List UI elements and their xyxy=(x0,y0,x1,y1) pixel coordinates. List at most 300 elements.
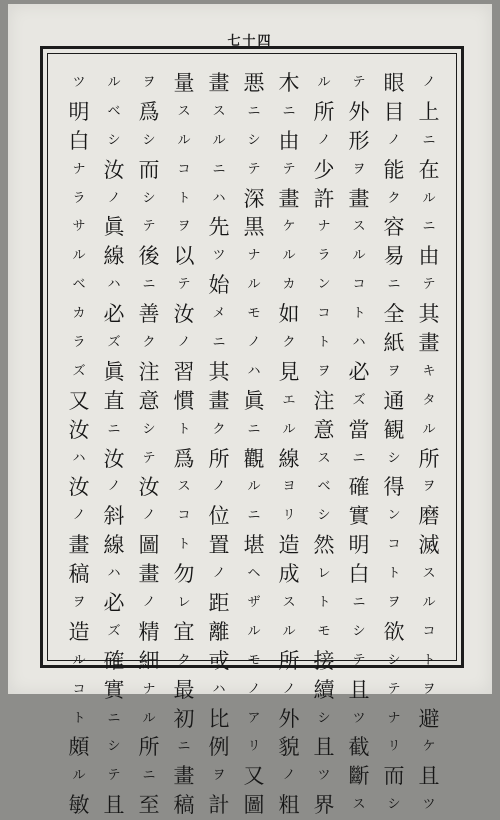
glyph: 且 xyxy=(348,677,370,702)
glyph: 又 xyxy=(243,764,265,789)
glyph: ケ xyxy=(282,219,296,235)
glyph: 汝 xyxy=(68,417,90,442)
glyph: ヲ xyxy=(422,681,436,697)
glyph: ト xyxy=(177,190,191,206)
glyph: ノ xyxy=(282,768,296,784)
glyph: コ xyxy=(177,161,191,177)
glyph: ヲ xyxy=(212,768,226,784)
text-column xyxy=(240,69,268,818)
glyph: ベ xyxy=(107,103,121,119)
glyph: 目 xyxy=(383,99,405,124)
glyph: 初 xyxy=(173,706,195,731)
glyph: 外 xyxy=(348,99,370,124)
glyph: コ xyxy=(317,306,331,322)
glyph: ン xyxy=(317,277,331,293)
glyph: 悪 xyxy=(243,71,265,95)
glyph: 而 xyxy=(383,764,405,789)
glyph: シ xyxy=(387,797,401,813)
glyph: ヲ xyxy=(352,161,366,177)
glyph: ル xyxy=(282,421,296,437)
glyph: ヲ xyxy=(387,363,401,379)
glyph: ス xyxy=(177,479,191,495)
glyph: ル xyxy=(282,623,296,639)
glyph: 其 xyxy=(208,359,230,384)
glyph: 成 xyxy=(278,562,300,587)
glyph: ノ xyxy=(317,132,331,148)
glyph: タ xyxy=(422,392,436,408)
glyph: 眞 xyxy=(243,388,265,413)
glyph: カ xyxy=(72,306,86,322)
glyph: 避 xyxy=(418,706,440,731)
glyph: ズ xyxy=(107,335,121,351)
glyph: ハ xyxy=(212,190,226,206)
glyph: 最 xyxy=(173,677,195,702)
book-page xyxy=(8,4,492,818)
glyph: ヲ xyxy=(142,75,156,90)
glyph: 所 xyxy=(278,648,300,673)
glyph: ナ xyxy=(317,219,331,235)
glyph: 畫 xyxy=(173,764,195,789)
glyph: 稿 xyxy=(173,793,195,818)
glyph: 線 xyxy=(278,446,300,471)
glyph: 勿 xyxy=(173,562,195,587)
glyph: 見 xyxy=(278,359,300,384)
glyph: シ xyxy=(142,132,156,148)
glyph: ト xyxy=(72,710,86,726)
glyph: ニ xyxy=(247,508,261,524)
glyph: ナ xyxy=(72,161,86,177)
glyph: 得 xyxy=(383,475,405,500)
glyph: ス xyxy=(282,595,296,611)
glyph: ニ xyxy=(282,103,296,119)
glyph: 在 xyxy=(418,157,440,182)
glyph: ニ xyxy=(212,335,226,351)
glyph: シ xyxy=(317,710,331,726)
text-column xyxy=(345,69,373,813)
glyph: ス xyxy=(352,797,366,813)
glyph: 畫 xyxy=(208,388,230,413)
glyph: ズ xyxy=(107,623,121,639)
glyph: 貌 xyxy=(278,735,300,760)
glyph: 粗 xyxy=(278,793,300,818)
glyph: ニ xyxy=(142,768,156,784)
glyph: 觀 xyxy=(243,446,265,471)
glyph: ナ xyxy=(387,710,401,726)
text-column xyxy=(135,69,163,818)
glyph: カ xyxy=(282,277,296,293)
text-column xyxy=(310,69,338,818)
glyph: ノ xyxy=(107,190,121,206)
glyph: 始 xyxy=(208,273,230,298)
glyph: 許 xyxy=(313,186,335,211)
glyph: 白 xyxy=(68,128,90,153)
glyph: ル xyxy=(247,623,261,639)
glyph: ク xyxy=(142,335,156,351)
glyph: 頗 xyxy=(68,735,90,760)
glyph: ハ xyxy=(107,277,121,293)
glyph: 精 xyxy=(138,619,160,644)
glyph: 圖 xyxy=(243,793,265,818)
glyph: 汝 xyxy=(173,302,195,327)
glyph: ベ xyxy=(317,479,331,495)
glyph: シ xyxy=(142,421,156,437)
glyph: ツ xyxy=(212,248,226,264)
glyph: 容 xyxy=(383,215,405,240)
glyph: 堪 xyxy=(243,533,265,558)
glyph: リ xyxy=(247,739,261,755)
glyph: ス xyxy=(212,103,226,119)
glyph: ル xyxy=(317,75,331,90)
glyph: ル xyxy=(282,248,296,264)
glyph: 圖 xyxy=(138,533,160,558)
glyph: 汝 xyxy=(138,475,160,500)
glyph: ノ xyxy=(247,335,261,351)
glyph: 又 xyxy=(68,388,90,413)
glyph: 慣 xyxy=(173,388,195,413)
glyph: 所 xyxy=(138,735,160,760)
glyph: 比 xyxy=(208,706,230,731)
glyph: ヲ xyxy=(422,479,436,495)
glyph: 由 xyxy=(418,244,440,269)
glyph: ハ xyxy=(352,335,366,351)
glyph: エ xyxy=(282,392,296,408)
glyph: メ xyxy=(212,306,226,322)
glyph: ハ xyxy=(107,566,121,582)
glyph: 黒 xyxy=(243,215,265,240)
glyph: ル xyxy=(72,652,86,668)
glyph: 以 xyxy=(173,244,195,269)
glyph: 所 xyxy=(313,99,335,124)
glyph: 善 xyxy=(138,302,160,327)
glyph: 由 xyxy=(278,128,300,153)
glyph: 通 xyxy=(383,388,405,413)
glyph: 而 xyxy=(138,157,160,182)
glyph: 少 xyxy=(313,157,335,182)
glyph: テ xyxy=(282,161,296,177)
glyph: コ xyxy=(72,681,86,697)
glyph: ノ xyxy=(422,75,436,90)
glyph: ニ xyxy=(177,739,191,755)
glyph: 能 xyxy=(383,157,405,182)
glyph: ヘ xyxy=(247,566,261,582)
glyph: リ xyxy=(282,508,296,524)
glyph: 全 xyxy=(383,302,405,327)
glyph: 直 xyxy=(103,388,125,413)
glyph: 観 xyxy=(383,417,405,442)
glyph: 造 xyxy=(68,619,90,644)
glyph: 爲 xyxy=(173,446,195,471)
glyph: 爲 xyxy=(138,99,160,124)
glyph: コ xyxy=(422,623,436,639)
glyph: 深 xyxy=(243,186,265,211)
glyph: 眞 xyxy=(103,215,125,240)
glyph: ル xyxy=(142,710,156,726)
glyph: 必 xyxy=(103,302,125,327)
glyph: 其 xyxy=(418,302,440,327)
glyph: 確 xyxy=(103,648,125,673)
glyph: ト xyxy=(387,566,401,582)
glyph: ト xyxy=(317,595,331,611)
glyph: ノ xyxy=(72,508,86,524)
glyph: ノ xyxy=(387,132,401,148)
glyph: 宜 xyxy=(173,619,195,644)
glyph: ヲ xyxy=(387,595,401,611)
glyph: ハ xyxy=(247,363,261,379)
glyph: 敏 xyxy=(68,793,90,818)
glyph: 畫 xyxy=(138,562,160,587)
glyph: ス xyxy=(422,566,436,582)
text-column xyxy=(170,69,198,818)
glyph: ノ xyxy=(247,681,261,697)
glyph: 且 xyxy=(103,793,125,818)
text-column xyxy=(275,69,303,818)
glyph: ベ xyxy=(72,277,86,293)
glyph: シ xyxy=(107,132,121,148)
glyph: ツ xyxy=(317,768,331,784)
glyph: 界 xyxy=(313,793,335,818)
glyph: 明 xyxy=(68,99,90,124)
glyph: ル xyxy=(422,421,436,437)
glyph: 注 xyxy=(313,388,335,413)
glyph: ズ xyxy=(352,392,366,408)
glyph: ハ xyxy=(72,450,86,466)
glyph: ニ xyxy=(352,595,366,611)
glyph: テ xyxy=(142,450,156,466)
glyph: シ xyxy=(317,508,331,524)
glyph: ケ xyxy=(422,739,436,755)
glyph: 白 xyxy=(348,562,370,587)
glyph: ヨ xyxy=(282,479,296,495)
glyph: 木 xyxy=(278,71,300,95)
glyph: テ xyxy=(177,277,191,293)
glyph: 畫 xyxy=(68,533,90,558)
glyph: 磨 xyxy=(418,504,440,529)
glyph: ス xyxy=(177,103,191,119)
glyph: 易 xyxy=(383,244,405,269)
glyph: モ xyxy=(247,652,261,668)
glyph: ヲ xyxy=(72,595,86,611)
glyph: 後 xyxy=(138,244,160,269)
glyph: 意 xyxy=(138,388,160,413)
glyph: 形 xyxy=(348,128,370,153)
glyph: リ xyxy=(387,739,401,755)
glyph: 且 xyxy=(418,764,440,789)
vertical-text-body xyxy=(65,69,443,818)
glyph: テ xyxy=(352,652,366,668)
glyph: 如 xyxy=(278,302,300,327)
glyph: 汝 xyxy=(68,475,90,500)
glyph: サ xyxy=(72,219,86,235)
glyph: 距 xyxy=(208,591,230,616)
glyph: シ xyxy=(387,450,401,466)
glyph: ヲ xyxy=(177,219,191,235)
glyph: 滅 xyxy=(418,533,440,558)
glyph: 欲 xyxy=(383,619,405,644)
glyph: コ xyxy=(352,277,366,293)
glyph: ニ xyxy=(247,103,261,119)
glyph: 細 xyxy=(138,648,160,673)
glyph: シ xyxy=(142,190,156,206)
glyph: ヲ xyxy=(317,363,331,379)
glyph: ノ xyxy=(212,479,226,495)
text-column xyxy=(380,69,408,813)
glyph: ノ xyxy=(107,479,121,495)
glyph: 至 xyxy=(138,793,160,818)
glyph: 必 xyxy=(348,359,370,384)
glyph: 造 xyxy=(278,533,300,558)
glyph: 實 xyxy=(348,504,370,529)
glyph: シ xyxy=(247,132,261,148)
glyph: テ xyxy=(107,768,121,784)
glyph: ナ xyxy=(142,681,156,697)
glyph: 必 xyxy=(103,591,125,616)
glyph: 汝 xyxy=(103,157,125,182)
glyph: ズ xyxy=(72,363,86,379)
glyph: ツ xyxy=(72,75,86,90)
glyph: ニ xyxy=(212,161,226,177)
glyph: 然 xyxy=(313,533,335,558)
glyph: テ xyxy=(247,161,261,177)
glyph: 所 xyxy=(418,446,440,471)
glyph: 外 xyxy=(278,706,300,731)
text-column xyxy=(415,69,443,813)
glyph: 確 xyxy=(348,475,370,500)
glyph: テ xyxy=(142,219,156,235)
glyph: ト xyxy=(177,537,191,553)
glyph: 汝 xyxy=(103,446,125,471)
glyph: 斜 xyxy=(103,504,125,529)
text-column xyxy=(65,69,93,818)
glyph: ル xyxy=(247,277,261,293)
text-frame xyxy=(40,46,464,818)
glyph: ニ xyxy=(107,710,121,726)
glyph: ニ xyxy=(422,219,436,235)
glyph: モ xyxy=(247,306,261,322)
glyph: 量 xyxy=(173,71,195,95)
glyph: ル xyxy=(422,595,436,611)
glyph: 先 xyxy=(208,215,230,240)
glyph: 線 xyxy=(103,244,125,269)
glyph: 斷 xyxy=(348,764,370,789)
glyph: ル xyxy=(72,768,86,784)
glyph: ノ xyxy=(177,335,191,351)
glyph: 畫 xyxy=(208,71,230,95)
glyph: ア xyxy=(247,710,261,726)
text-column xyxy=(100,69,128,818)
glyph: ニ xyxy=(247,421,261,437)
glyph: レ xyxy=(317,566,331,582)
glyph: 計 xyxy=(208,793,230,818)
glyph: 習 xyxy=(173,359,195,384)
glyph: 明 xyxy=(348,533,370,558)
glyph: ル xyxy=(352,248,366,264)
glyph: ノ xyxy=(142,508,156,524)
glyph: ク xyxy=(212,421,226,437)
glyph: ル xyxy=(212,132,226,148)
glyph: ル xyxy=(72,248,86,264)
glyph: 置 xyxy=(208,533,230,558)
glyph: 續 xyxy=(313,677,335,702)
glyph: コ xyxy=(177,508,191,524)
glyph: ク xyxy=(177,652,191,668)
glyph: 線 xyxy=(103,533,125,558)
glyph: ラ xyxy=(72,335,86,351)
glyph: 意 xyxy=(313,417,335,442)
glyph: ラ xyxy=(317,248,331,264)
glyph: ト xyxy=(177,421,191,437)
glyph: モ xyxy=(317,623,331,639)
glyph: シ xyxy=(107,739,121,755)
glyph: ク xyxy=(387,190,401,206)
glyph: 注 xyxy=(138,359,160,384)
glyph: 紙 xyxy=(383,331,405,356)
glyph: 接 xyxy=(313,648,335,673)
glyph: ツ xyxy=(352,710,366,726)
glyph: ニ xyxy=(107,421,121,437)
glyph: ン xyxy=(387,508,401,524)
glyph: 截 xyxy=(348,735,370,760)
glyph: 稿 xyxy=(68,562,90,587)
glyph: レ xyxy=(177,595,191,611)
glyph: 位 xyxy=(208,504,230,529)
glyph: ト xyxy=(317,335,331,351)
glyph: テ xyxy=(352,75,366,90)
glyph: ル xyxy=(107,75,121,90)
glyph: ラ xyxy=(72,190,86,206)
glyph: テ xyxy=(387,681,401,697)
glyph: 眞 xyxy=(103,359,125,384)
glyph: ト xyxy=(422,652,436,668)
glyph: ニ xyxy=(422,132,436,148)
glyph: 當 xyxy=(348,417,370,442)
glyph: ハ xyxy=(212,681,226,697)
glyph: 或 xyxy=(208,648,230,673)
glyph: 且 xyxy=(313,735,335,760)
glyph: シ xyxy=(352,623,366,639)
glyph: テ xyxy=(422,277,436,293)
glyph: ノ xyxy=(282,681,296,697)
glyph: ル xyxy=(247,479,261,495)
glyph: 例 xyxy=(208,735,230,760)
glyph: ル xyxy=(177,132,191,148)
glyph: 畫 xyxy=(348,186,370,211)
glyph: ス xyxy=(352,219,366,235)
glyph: 畫 xyxy=(278,186,300,211)
glyph: シ xyxy=(387,652,401,668)
glyph: ツ xyxy=(422,797,436,813)
glyph: ノ xyxy=(212,566,226,582)
glyph: ス xyxy=(317,450,331,466)
glyph: ニ xyxy=(142,277,156,293)
glyph: ニ xyxy=(387,277,401,293)
glyph: コ xyxy=(387,537,401,553)
text-column xyxy=(205,69,233,818)
glyph: ナ xyxy=(247,248,261,264)
page-number: 七十四 xyxy=(227,34,273,49)
glyph: 眼 xyxy=(383,71,405,95)
glyph: 離 xyxy=(208,619,230,644)
glyph: ニ xyxy=(352,450,366,466)
glyph: ル xyxy=(422,190,436,206)
glyph: ノ xyxy=(142,595,156,611)
glyph: 所 xyxy=(208,446,230,471)
glyph: ト xyxy=(352,306,366,322)
glyph: 上 xyxy=(418,99,440,124)
glyph: ザ xyxy=(247,595,261,611)
glyph: キ xyxy=(422,363,436,379)
glyph: 畫 xyxy=(418,331,440,356)
glyph: ク xyxy=(282,335,296,351)
